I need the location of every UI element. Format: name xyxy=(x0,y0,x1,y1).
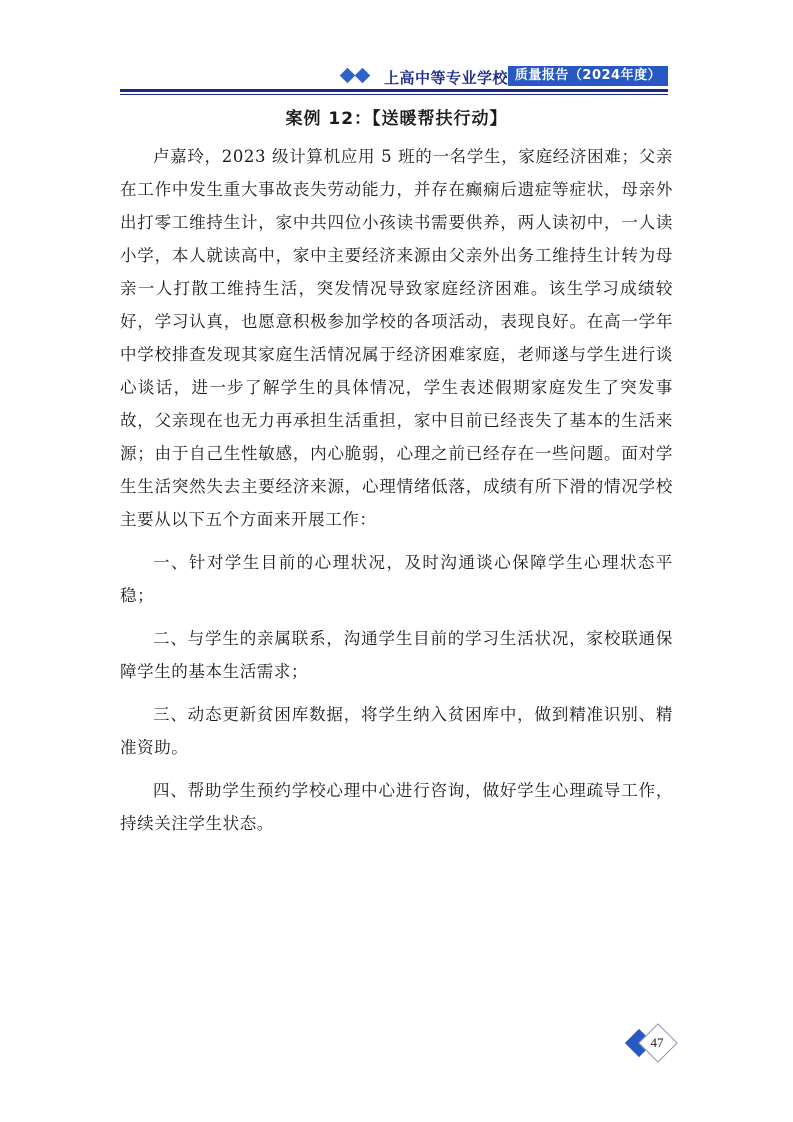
page-number-badge xyxy=(627,1023,677,1067)
page-number: 47 xyxy=(650,1035,664,1050)
report-badge: 质量报告（2024年度） xyxy=(508,66,668,86)
diamond-icon xyxy=(340,68,356,84)
header-diamonds xyxy=(342,70,368,81)
page-header xyxy=(0,66,793,98)
measure-paragraph: 三、动态更新贫困库数据，将学生纳入贫困库中，做到精准识别、精准资助。 xyxy=(120,705,673,757)
header-rule-thin xyxy=(120,94,668,95)
measure-paragraph: 二、与学生的亲属联系，沟通学生目前的学习生活状况，家校联通保障学生的基本生活需求； xyxy=(120,629,673,681)
diamond-icon xyxy=(355,68,371,84)
measure-paragraph: 一、针对学生目前的心理状况，及时沟通谈心保障学生心理状态平稳； xyxy=(120,553,673,605)
school-name: 上高中等专业学校 xyxy=(384,69,509,87)
measure-paragraph: 四、帮助学生预约学校心理中心进行咨询，做好学生心理疏导工作，持续关注学生状态。 xyxy=(120,781,673,833)
intro-paragraph: 卢嘉玲，2023 级计算机应用 5 班的一名学生，家庭经济困难；父亲在工作中发生重大事故丧失劳动能力，并存在癫痫后遗症等症状，母亲外出打零工维持生计，家中共四位小孩读书需要供养，两人读初中，一人读小学，本人就读高中，家中主要经济来源由父亲外出务工维持生计转为母亲一人打散工维持生活，突发情况导致家庭经济困难。该生学习成绩较好，学习认真，也愿意积极参加学校的各项活动，表现良好。在高一学年中学校排查发现其家庭生活情况属于经济困难家庭，老师遂与学生进行谈心谈话，进一步了解学生的具体情况，学生表述假期家庭发生了突发事故，父亲现在也无力再承担生活重担，家中目前已经丧失了基本的生活来源；由于自己生性敏感，内心脆弱，心理之前已经存在一些问题。面对学生生活突然失去主要经济来源，心理情绪低落，成绩有所下滑的情况学校主要从以下五个方面来开展工作： xyxy=(120,147,673,529)
body-text xyxy=(120,140,673,840)
header-rule xyxy=(120,89,668,92)
case-title: 案例 12：【送暖帮扶行动】 xyxy=(285,109,508,129)
